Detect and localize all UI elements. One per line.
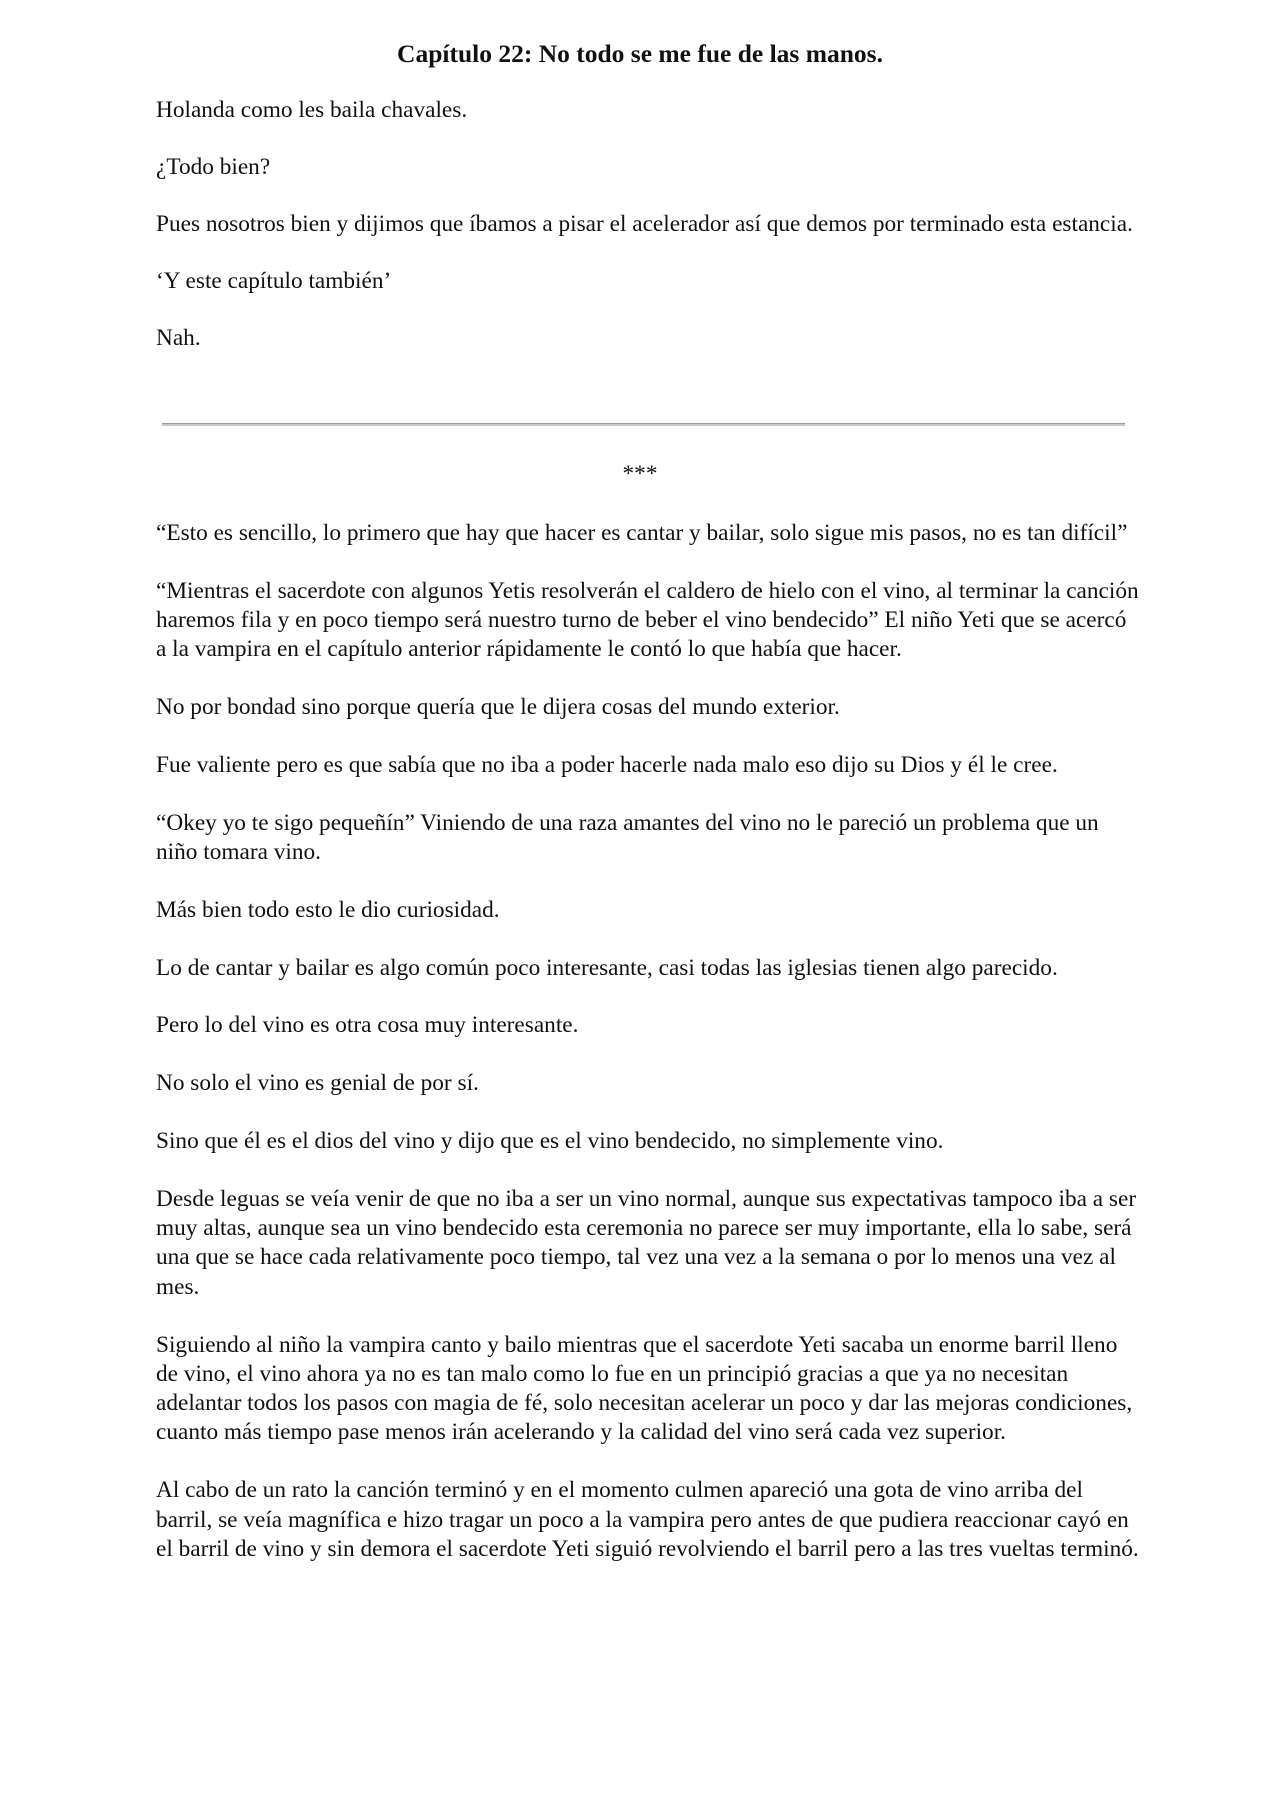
intro-paragraph: Nah. xyxy=(156,325,201,351)
story-paragraph: Fue valiente pero es que sabía que no iba a poder hacerle nada malo eso dijo su Dios y él le cree. xyxy=(156,751,1058,778)
story-paragraph: “Mientras el sacerdote con algunos Yetis resolverán el caldero de hielo con el vino, al terminar la canción haremos fila y en poco tiempo será nuestro turno de beber el vino bendecido” El niño Yeti que se acercó a la vampira en el capítulo anterior rápidamente le contó lo que había que hacer. xyxy=(156,577,1139,663)
horizontal-rule xyxy=(162,423,1125,426)
scene-separator: *** xyxy=(622,461,658,487)
intro-section xyxy=(156,96,1136,381)
story-paragraph: Pero lo del vino es otra cosa muy interesante. xyxy=(156,1012,579,1039)
story-paragraph: No solo el vino es genial de por sí. xyxy=(156,1070,479,1097)
story-paragraph: Más bien todo esto le dio curiosidad. xyxy=(156,896,500,923)
intro-paragraph: Holanda como les baila chavales. xyxy=(156,97,468,123)
story-paragraph: “Esto es sencillo, lo primero que hay que hacer es cantar y bailar, solo sigue mis pasos, no es tan difícil” xyxy=(156,520,1128,546)
story-paragraph: Desde leguas se veía venir de que no iba a ser un vino normal, aunque sus expectativas tampoco iba a ser muy altas, aunque sea un vino bendecido esta ceremonia no parece ser muy importante, ella lo sabe, será una que se hace cada relativamente poco tiempo, tal vez una vez a la semana o por lo menos una vez al mes. xyxy=(156,1185,1137,1300)
story-section xyxy=(156,519,1140,1593)
story-paragraph: Sino que él es el dios del vino y dijo que es el vino bendecido, no simplemente vino. xyxy=(156,1128,944,1155)
intro-paragraph: Pues nosotros bien y dijimos que íbamos a pisar el acelerador así que demos por terminado esta estancia. xyxy=(156,211,1133,237)
intro-paragraph: ‘Y este capítulo también’ xyxy=(156,268,392,294)
story-paragraph: Al cabo de un rato la canción terminó y en el momento culmen apareció una gota de vino arriba del barril, se veía magnífica e hizo tragar un poco a la vampira pero antes de que pudiera reaccionar cayó en el barril de vino y sin demora el sacerdote Yeti siguió revolviendo el barril pero a las tres vueltas terminó. xyxy=(156,1477,1139,1562)
story-paragraph: Siguiendo al niño la vampira canto y bailo mientras que el sacerdote Yeti sacaba un enorme barril lleno de vino, el vino ahora ya no es tan malo como lo fue en un principió gracias a que ya no necesitan adelantar todos los pasos con magia de fé, solo necesitan acelerar un poco y dar las mejoras condiciones, cuanto más tiempo pase menos irán acelerando y la calidad del vino será cada vez superior. xyxy=(156,1331,1133,1446)
story-paragraph: No por bondad sino porque quería que le dijera cosas del mundo exterior. xyxy=(156,694,840,721)
story-paragraph: “Okey yo te sigo pequeñín” Viniendo de una raza amantes del vino no le pareció un problema que un niño tomara vino. xyxy=(156,809,1099,866)
story-paragraph: Lo de cantar y bailar es algo común poco interesante, casi todas las iglesias tienen algo parecido. xyxy=(156,954,1058,981)
chapter-title: Capítulo 22: No todo se me fue de las manos. xyxy=(397,39,883,68)
intro-paragraph: ¿Todo bien? xyxy=(156,154,271,180)
